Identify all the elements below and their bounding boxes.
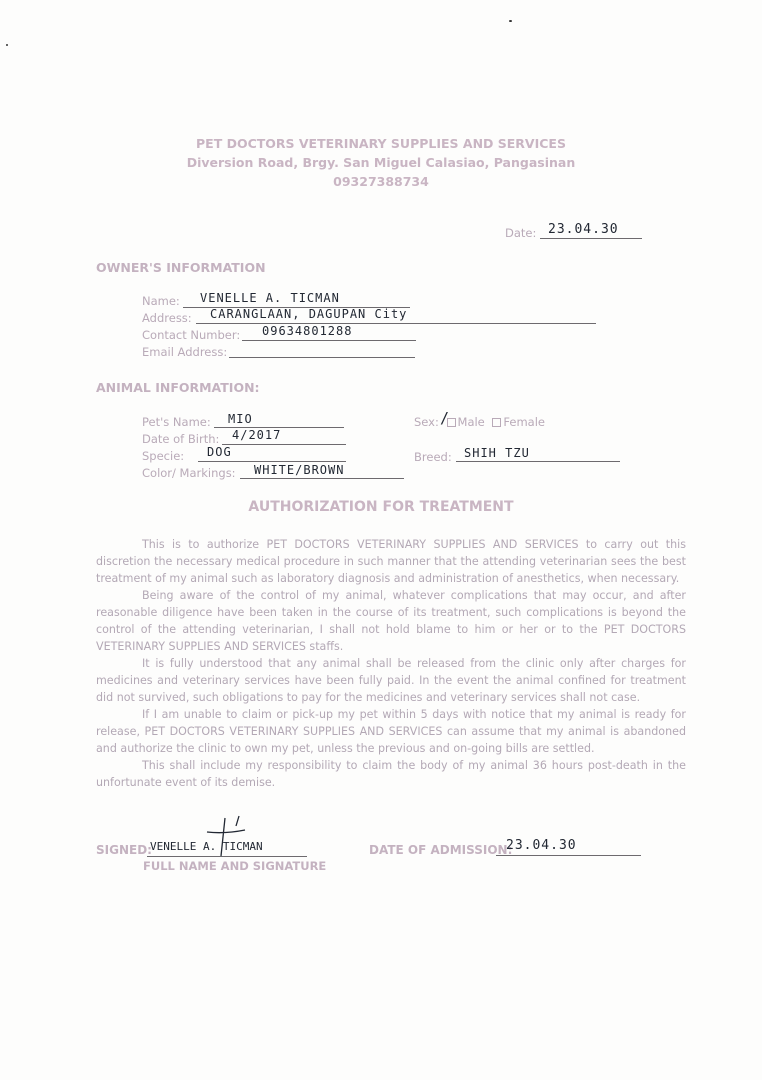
sex-check-mark: / <box>440 409 451 427</box>
authorization-paragraph-5: This shall include my responsibility to claim the body of my animal 36 hours post-death in the unfortunate event of its demise. <box>96 759 686 789</box>
authorization-paragraph-1: This is to authorize PET DOCTORS VETERINARY SUPPLIES AND SERVICES to carry out this discretion the necessary medical procedure in such manner that the attending veterinarian sees the best treatment of my animal such as laboratory diagnosis and administration of anesthetics, when necessary. <box>96 538 686 585</box>
scan-speck <box>509 20 512 22</box>
specie-label: Specie: <box>142 449 185 463</box>
date-label: Date: <box>505 226 537 240</box>
owner-address-value: CARANGLAAN, DAGUPAN City <box>210 307 408 321</box>
pet-name-label: Pet's Name: <box>142 415 211 429</box>
admission-date-line <box>496 855 641 856</box>
sex-label: Sex: <box>414 415 439 429</box>
owner-address-label: Address: <box>142 311 192 325</box>
authorization-paragraph-2: Being aware of the control of my animal, whatever complications that may occur, and after reasonable diligence have been taken in the course of its treatment, such complications is beyond the control of the attending veterinarian, I shall not hold blame to him or her or to the PET DOCTORS VETERINARY SUPPLIES AND SERVICES staffs. <box>96 589 686 653</box>
sex-male-option: Male <box>457 415 485 429</box>
owner-name-label: Name: <box>142 294 180 308</box>
owner-contact-value: 09634801288 <box>262 324 353 338</box>
admission-date-label: DATE OF ADMISSION: <box>369 843 513 857</box>
date-line <box>540 238 642 239</box>
color-line <box>240 478 404 479</box>
signature-caption: FULL NAME AND SIGNATURE <box>143 859 327 873</box>
dob-label: Date of Birth: <box>142 432 220 446</box>
breed-label: Breed: <box>414 450 452 464</box>
owner-section-title: OWNER'S INFORMATION <box>96 260 266 275</box>
date-value: 23.04.30 <box>548 222 619 237</box>
signature-value: VENELLE A. TICMAN <box>150 840 263 853</box>
signature-scribble-icon <box>195 812 255 862</box>
dob-value: 4/2017 <box>232 428 282 442</box>
owner-name-value: VENELLE A. TICMAN <box>200 291 340 305</box>
signed-label: SIGNED: <box>96 843 152 857</box>
animal-section-title: ANIMAL INFORMATION: <box>96 380 260 395</box>
authorization-body <box>96 536 686 791</box>
authorization-paragraph-4: If I am unable to claim or pick-up my pet within 5 days with notice that my animal is ready for release, PET DOCTORS VETERINARY SUPPLIES AND SERVICES can assume that my animal is abandoned and authorize the clinic to own my pet, unless the previous and on-going bills are settled. <box>96 708 686 755</box>
color-label: Color/ Markings: <box>142 466 236 480</box>
authorization-paragraph-3: It is fully understood that any animal shall be released from the clinic only after charges for medicines and veterinary services have been fully paid. In the event the animal confined for treatment did not survived, such obligations to pay for the medicines and veterinary services shall not case. <box>96 657 686 704</box>
clinic-address: Diversion Road, Brgy. San Miguel Calasiao, Pangasinan <box>186 155 576 170</box>
authorization-title: AUTHORIZATION FOR TREATMENT <box>248 499 514 515</box>
owner-email-line <box>229 357 415 358</box>
pet-name-value: MIO <box>228 412 253 426</box>
sex-field <box>414 415 545 429</box>
breed-line <box>456 461 620 462</box>
scan-speck <box>6 44 8 46</box>
sex-female-option: Female <box>503 415 546 429</box>
dob-line <box>222 444 346 445</box>
specie-line <box>198 461 346 462</box>
clinic-phone: 09327388734 <box>333 174 429 189</box>
owner-email-label: Email Address: <box>142 345 228 359</box>
specie-value: DOG <box>207 445 232 459</box>
female-checkbox <box>492 418 501 427</box>
breed-value: SHIH TZU <box>464 446 530 460</box>
owner-address-line <box>196 323 596 324</box>
clinic-name: PET DOCTORS VETERINARY SUPPLIES AND SERVICES <box>196 136 566 151</box>
admission-date-value: 23.04.30 <box>506 838 577 853</box>
owner-contact-label: Contact Number: <box>142 328 241 342</box>
owner-contact-line <box>242 340 416 341</box>
color-value: WHITE/BROWN <box>254 463 345 477</box>
